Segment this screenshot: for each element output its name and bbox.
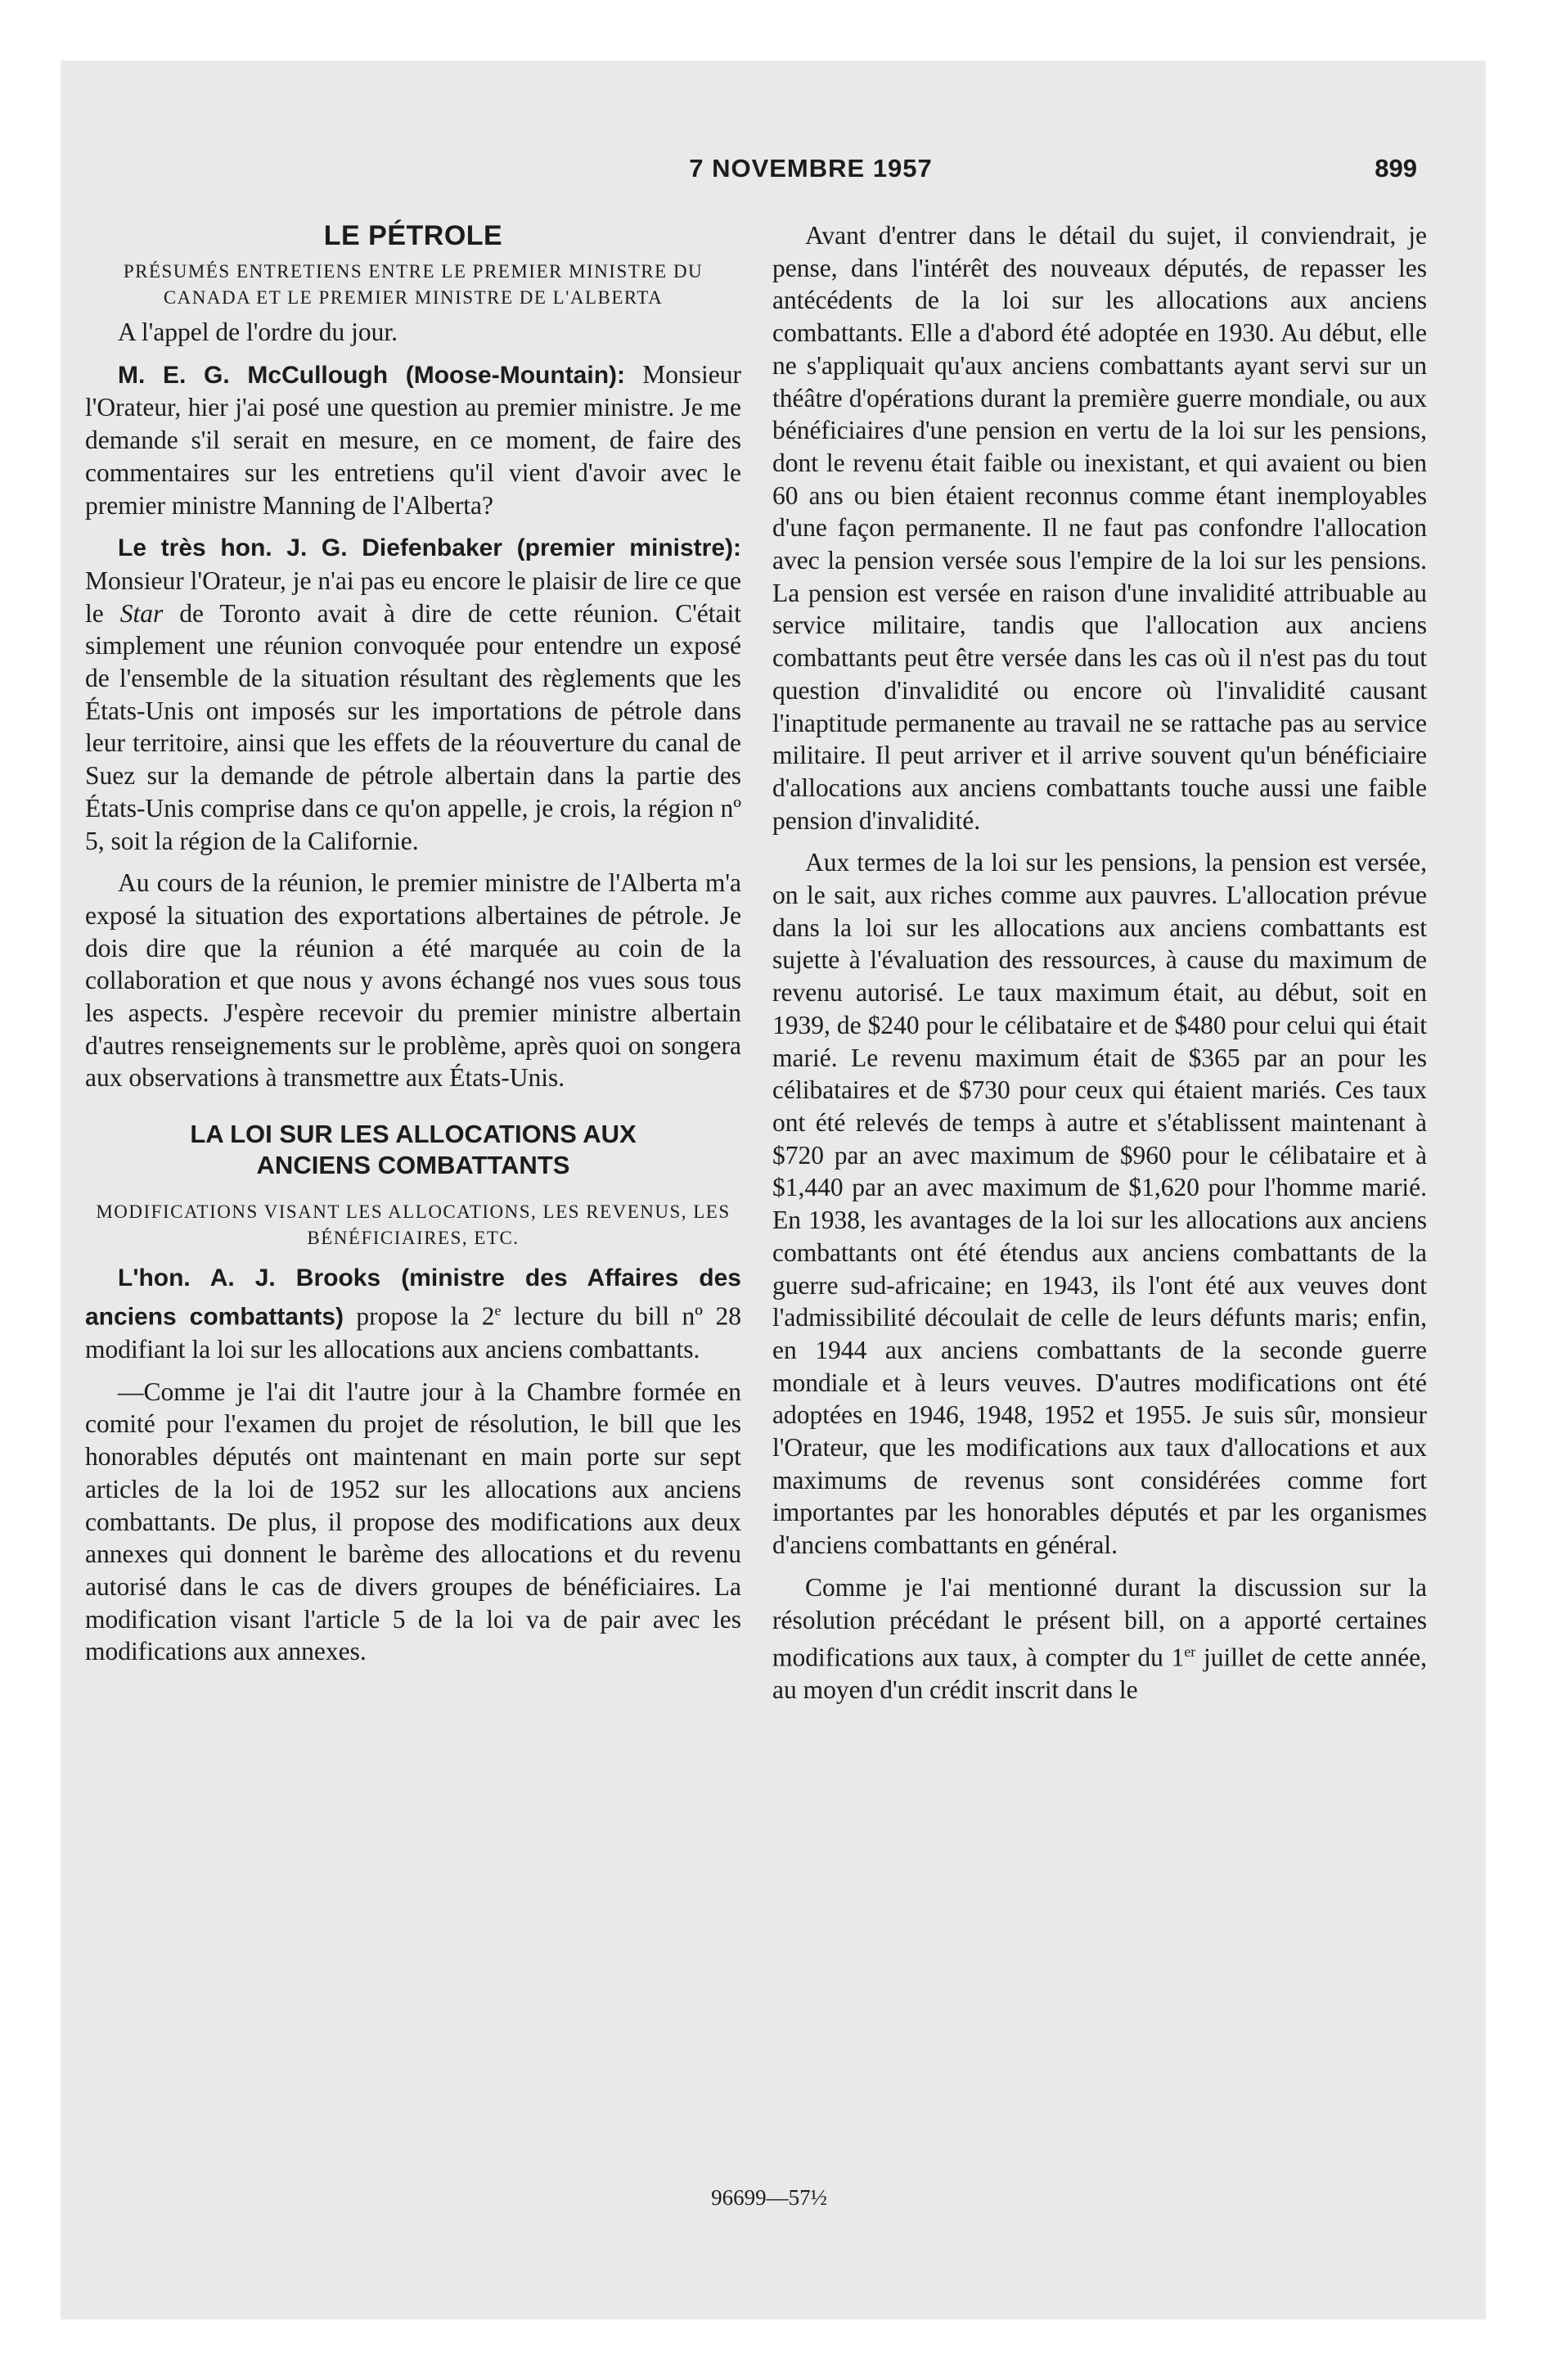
superscript: e [494, 1301, 502, 1318]
paragraph-mccullough [85, 358, 741, 522]
section-title-petrole: LE PÉTROLE [323, 220, 503, 251]
superscript: er [1184, 1643, 1196, 1661]
newspaper-name: Star [119, 598, 164, 628]
speaker-name: L'hon. A. J. Brooks (ministre des Affaires des anciens combattants) [85, 1264, 741, 1331]
title-line: ANCIENS COMBATTANTS [256, 1151, 570, 1180]
paragraph-brooks [85, 1261, 741, 1366]
paragraph-comme: —Comme je l'ai dit l'autre jour à la Chambre formée en comité pour l'examen du projet de résolution, le bill que les honorables députés ont maintenant en main porte sur sept articles de la loi de 1952 sur les allocations aux anciens combattants. De plus, il propose des modifications aux deux annexes qui donnent le barème des allocations et du revenu autorisé dans le cas de divers groupes de bénéficiaires. La modification visant l'article 5 de la loi va de pair avec les modifications aux annexes. [85, 1377, 741, 1666]
paragraph-termes: Aux termes de la loi sur les pensions, la pension est versée, on le sait, aux riches comme aux pauvres. L'allocation prévue dans la loi sur les allocations aux anciens combattants est sujette à l'évaluation des ressources, à cause du maximum de revenu autorisé. Le taux maximum était, au début, soit en 1939, de $240 pour le célibataire et de $480 pour celui qui était marié. Le revenu maximum était de $365 par an pour les célibataires et de $730 pour ceux qui étaient mariés. Ces taux ont été relevés de temps à autre et s'établissent maintenant à $720 par an avec maximum de $960 pour le célibataire et à $1,440 par an avec maximum de $1,620 pour l'homme marié. En 1938, les avantages de la loi sur les allocations aux anciens combattants ont été étendus aux anciens combattants de la guerre sud-africaine; en 1943, ils l'ont été aux veuves dont l'admissibilité découlait de celle de leurs défunts maris; enfin, en 1944 aux anciens combattants de la seconde guerre mondiale et à leurs veuves. D'autres modifications ont été adoptées en 1946, 1948, 1952 et 1955. Je suis sûr, monsieur l'Orateur, que les modifications aux taux d'allocations et aux maximums de revenus sont considérées comme fort importantes par les honorables députés et par les organismes d'anciens combattants en général. [772, 848, 1427, 1560]
header-page-number: 899 [1375, 154, 1417, 183]
header-date: 7 NOVEMBRE 1957 [689, 154, 933, 183]
paragraph-mentionne [772, 1571, 1427, 1706]
title-line: LA LOI SUR LES ALLOCATIONS AUX [190, 1120, 637, 1149]
speaker-name: M. E. G. McCullough (Moose-Mountain): [118, 361, 626, 389]
paragraph-cours: Au cours de la réunion, le premier ministre de l'Alberta m'a exposé la situation des exportations albertaines de pétrole. Je dois dire que la réunion a été marquée au coin de la collaboration et que nous y avons échangé nos vues sous tous les aspects. J'espère recevoir du premier ministre albertain d'autres renseignements sur le problème, après quoi on songera aux observations à transmettre aux États-Unis. [85, 868, 741, 1093]
paragraph-diefenbaker [85, 531, 741, 857]
speech-text: Monsieur l'Orateur, hier j'ai posé une question au premier ministre. Je me demande s'il serait en mesure, en ce moment, de faire des commentaires sur les entretiens qu'il vient d'avoir avec le premier ministre Manning de l'Alberta? [85, 359, 741, 520]
section-subtitle-petrole: PRÉSUMÉS ENTRETIENS ENTRE LE PREMIER MINISTRE DU CANADA ET LE PREMIER MINISTRE DE L'ALBERTA [123, 261, 704, 308]
speech-text: Monsieur l'Orateur, je n'ai pas eu encore le plaisir de lire ce que le [85, 566, 741, 628]
footer-code: 96699—57½ [711, 2185, 827, 2210]
text: Comme je l'ai mentionné durant la discussion sur la résolution précédant le présent bill, on a apporté certaines modifications aux taux, à compter du 1 [772, 1572, 1427, 1672]
speech-text: de Toronto avait à dire de cette réunion. C'était simplement une réunion convoquée pour entendre un exposé de l'ensemble de la situation résultant des règlements que les États-Unis ont imposés sur les importations de pétrole dans leur territoire, ainsi que les effets de la réouverture du canal de Suez sur la demande de pétrole albertain dans la partie des États-Unis comprise dans ce qu'on appelle, je crois, la région nº 5, soit la région de la Californie. [85, 598, 742, 855]
speech-text: lecture du bill nº 28 modifiant la loi sur les allocations aux anciens combattants. [85, 1301, 741, 1364]
paragraph-call: A l'appel de l'ordre du jour. [118, 318, 398, 346]
paragraph-avant: Avant d'entrer dans le détail du sujet, il conviendrait, je pense, dans l'intérêt des nouveaux députés, de repasser les antécédents de la loi sur les allocations aux anciens combattants. Elle a d'abord été adoptée en 1930. Au début, elle ne s'appliquait qu'aux anciens combattants ayant servi sur un théâtre d'opérations durant la première guerre mondiale, ou aux bénéficiaires d'une pension en vertu de la loi sur les pensions, dont le revenu était faible ou inexistant, et qui avaient ou bien 60 ans ou bien étaient reconnus comme étant inemployables d'une façon permanente. Il ne faut pas confondre l'allocation avec la pension versée sous l'empire de la loi sur les pensions. La pension est versée en raison d'une invalidité attribuable au service militaire, tandis que l'allocation aux anciens combattants peut être versée dans les cas où il n'est pas du tout question d'invalidité ou encore où l'invalidité causant l'inaptitude permanente au travail ne se rattache pas au service militaire. Il peut arriver et il arrive souvent qu'un bénéficiaire d'allocations aux anciens combattants touche aussi une faible pension d'invalidité. [772, 221, 1427, 835]
section-title-allocations [85, 1119, 741, 1181]
speaker-name: Le très hon. J. G. Diefenbaker (premier ministre): [118, 534, 741, 562]
right-column [772, 219, 1427, 1706]
section-subtitle-allocations: MODIFICATIONS VISANT LES ALLOCATIONS, LES REVENUS, LES BÉNÉFICIAIRES, ETC. [96, 1201, 731, 1249]
page-header [61, 154, 1486, 195]
left-column [85, 219, 741, 1668]
speech-text: propose la 2 [343, 1301, 495, 1331]
text: juillet de cette année, au moyen d'un crédit inscrit dans le [772, 1643, 1427, 1705]
